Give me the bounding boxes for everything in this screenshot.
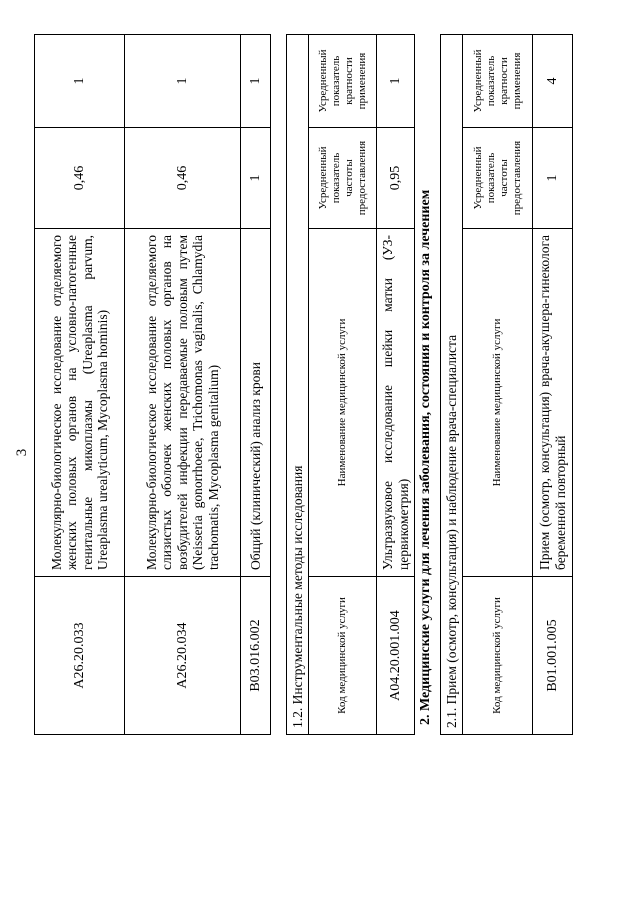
header-frequency: Усредненный показатель частоты предоставления bbox=[309, 128, 377, 229]
table-header-row bbox=[309, 34, 377, 734]
instrumental-methods-table bbox=[286, 34, 415, 735]
section-title-row bbox=[441, 34, 463, 734]
frequency-value: 0,46 bbox=[35, 128, 125, 229]
multiplicity-value: 1 bbox=[241, 35, 271, 128]
service-code: A04.20.001.004 bbox=[377, 577, 415, 735]
service-name: Молекулярно-биологическое исследование отделяемого слизистых оболочек женских половых органов на возбудителей инфекции передаваемые половым путем (Neisseria gonorrhoeae, Trichomonas vaginalis, Chlamydia trachomatis, Mycoplasma genitalium) bbox=[125, 229, 241, 577]
service-name: Прием (осмотр, консультация) врача-акушера-гинеколога беременной повторный bbox=[533, 229, 573, 577]
table-row bbox=[35, 35, 125, 735]
header-code: Код медицинской услуги bbox=[463, 577, 533, 735]
service-name: Молекулярно-биологическое исследование отделяемого женских половых органов на условно-патогенные генитальные микоплазмы (Ureaplasma parvum, Ureaplasma urealyticum, Mycoplasma hominis) bbox=[35, 229, 125, 577]
frequency-value: 0,46 bbox=[125, 128, 241, 229]
page-number: 3 bbox=[14, 448, 30, 457]
specialist-visits-table bbox=[440, 34, 573, 735]
header-multiplicity: Усредненный показатель кратности применения bbox=[463, 34, 533, 127]
section-title: 1.2. Инструментальные методы исследования bbox=[287, 34, 309, 734]
header-frequency: Усредненный показатель частоты предоставления bbox=[463, 128, 533, 229]
section-subtitle: 2.1. Прием (осмотр, консультация) и наблюдение врача-специалиста bbox=[441, 34, 463, 734]
table-header-row bbox=[463, 34, 533, 734]
service-code: A26.20.033 bbox=[35, 577, 125, 735]
multiplicity-value: 1 bbox=[377, 34, 415, 127]
table-row bbox=[377, 34, 415, 734]
section-title-row bbox=[287, 34, 309, 734]
header-name: Наименование медицинской услуги bbox=[463, 229, 533, 577]
service-name: Ультразвуковое исследование шейки матки (УЗ-цервикометрия) bbox=[377, 229, 415, 577]
service-code: A26.20.034 bbox=[125, 577, 241, 735]
service-name: Общий (клинический) анализ крови bbox=[241, 229, 271, 577]
lab-tests-table bbox=[34, 34, 271, 735]
frequency-value: 1 bbox=[533, 128, 573, 229]
table-row bbox=[125, 35, 241, 735]
table-row bbox=[241, 35, 271, 735]
multiplicity-value: 4 bbox=[533, 34, 573, 127]
service-code: B01.001.005 bbox=[533, 577, 573, 735]
header-name: Наименование медицинской услуги bbox=[309, 229, 377, 577]
multiplicity-value: 1 bbox=[125, 35, 241, 128]
multiplicity-value: 1 bbox=[35, 35, 125, 128]
table-row bbox=[533, 34, 573, 734]
section-2-title: 2. Медицинские услуги для лечения заболевания, состояния и контроля за лечением bbox=[418, 189, 433, 725]
frequency-value: 0,95 bbox=[377, 128, 415, 229]
header-multiplicity: Усредненный показатель кратности применения bbox=[309, 34, 377, 127]
header-code: Код медицинской услуги bbox=[309, 577, 377, 735]
service-code: B03.016.002 bbox=[241, 577, 271, 735]
frequency-value: 1 bbox=[241, 128, 271, 229]
